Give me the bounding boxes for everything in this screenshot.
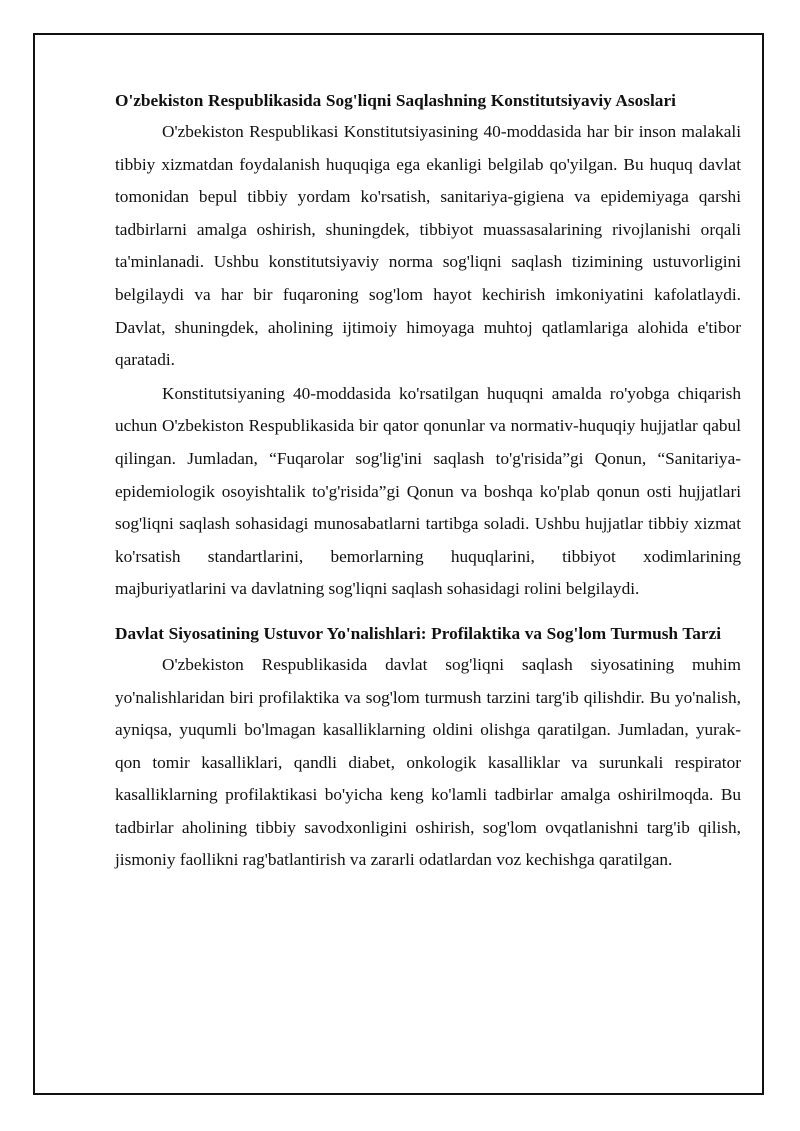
paragraph-prevention-healthy-lifestyle: O'zbekiston Respublikasida davlat sog'liqni saqlash siyosatining muhim yo'nalishlaridan biri profilaktika va sog'lom turmush tarzini targ'ib qilishdir. Bu yo'nalish, ayniqsa, yuqumli bo'lmagan kasalliklarning oldini olishga qaratilgan. Jumladan, yurak-qon tomir kasalliklari, qandli diabet, onkologik kasalliklar va surunkali respirator kasalliklarning profilaktikasi bo'yicha keng ko'lamli tadbirlar amalga oshirilmoqda. Bu tadbirlar aholining tibbiy savodxonligini oshirish, sog'lom ovqatlanishni targ'ib qilish, jismoniy faollikni rag'batlantirish va zararli odatlardan voz kechishga qaratilgan. — [115, 654, 741, 870]
document-body — [115, 85, 741, 877]
section-heading-constitutional-foundations: O'zbekiston Respublikasida Sog'liqni Saqlashning Konstitutsiyaviy Asoslari — [115, 91, 676, 110]
paragraph-article-40: O'zbekiston Respublikasi Konstitutsiyasining 40-moddasida har bir inson malakali tibbiy xizmatdan foydalanish huquqiga ega ekanligi belgilab qo'yilgan. Bu huquq davlat tomonidan bepul tibbiy yordam ko'rsatish, sanitariya-gigiena va epidemiyaga qarshi tadbirlarni amalga oshirish, shuningdek, tibbiyot muassasalarining rivojlanishi orqali ta'minlanadi. Ushbu konstitutsiyaviy norma sog'liqni saqlash tizimining ustuvorligini belgilaydi va har bir fuqaroning sog'lom hayot kechirish imkoniyatini kafolatlaydi. Davlat, shuningdek, aholining ijtimoiy himoyaga muhtoj qatlamlariga alohida e'tibor qaratadi. — [115, 122, 741, 370]
section-heading-policy-priorities: Davlat Siyosatining Ustuvor Yo'nalishlari: Profilaktika va Sog'lom Turmush Tarzi — [115, 623, 722, 643]
paragraph-laws-and-regulations: Konstitutsiyaning 40-moddasida ko'rsatilgan huquqni amalda ro'yobga chiqarish uchun O'zbekiston Respublikasida bir qator qonunlar va normativ-huquqiy hujjatlar qabul qilingan. Jumladan, “Fuqarolar sog'lig'ini saqlash to'g'risida”gi Qonun, “Sanitariya-epidemiologik osoyishtalik to'g'risida”gi Qonun va boshqa ko'plab qonun osti hujjatlari sog'liqni saqlash sohasidagi munosabatlarni tartibga soladi. Ushbu hujjatlar tibbiy xizmat ko'rsatish standartlarini, bemorlarning huquqlarini, tibbiyot xodimlarining majburiyatlarini va davlatning sog'liqni saqlash sohasidagi rolini belgilaydi. — [115, 383, 741, 599]
